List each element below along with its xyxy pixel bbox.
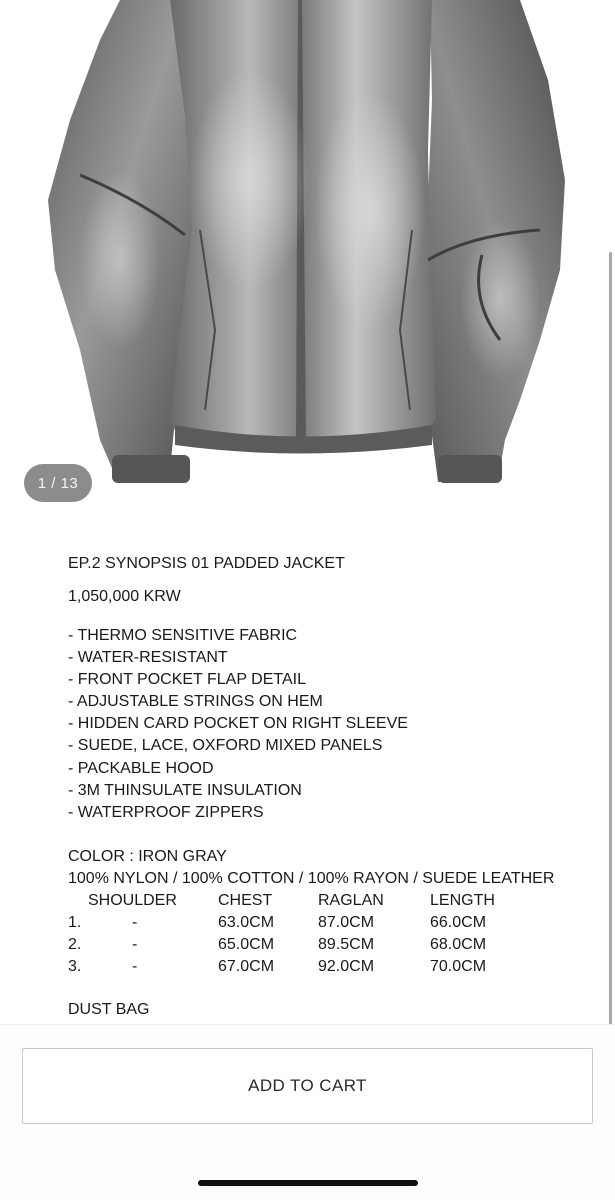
product-price: 1,050,000 KRW bbox=[68, 588, 181, 605]
header-chest: CHEST bbox=[218, 892, 273, 909]
product-image[interactable] bbox=[0, 0, 615, 520]
materials-info: 100% NYLON / 100% COTTON / 100% RAYON / SUEDE LEATHER bbox=[68, 870, 555, 887]
size-shoulder: - bbox=[132, 958, 138, 975]
feature-item: - WATER-RESISTANT bbox=[68, 649, 228, 667]
feature-list bbox=[68, 625, 408, 824]
size-table-header bbox=[68, 890, 528, 912]
scrollbar[interactable] bbox=[609, 252, 612, 1128]
size-number: 2. bbox=[68, 936, 82, 953]
size-number: 1. bbox=[68, 914, 82, 931]
size-shoulder: - bbox=[132, 914, 138, 931]
table-row bbox=[68, 956, 528, 978]
feature-item: - 3M THINSULATE INSULATION bbox=[68, 781, 302, 799]
size-table bbox=[68, 890, 528, 978]
size-raglan: 87.0CM bbox=[318, 914, 375, 931]
feature-item: - THERMO SENSITIVE FABRIC bbox=[68, 627, 298, 644]
header-raglan: RAGLAN bbox=[318, 892, 384, 909]
table-row bbox=[68, 912, 528, 934]
size-raglan: 89.5CM bbox=[318, 936, 375, 953]
color-info: COLOR : IRON GRAY bbox=[68, 848, 227, 865]
size-chest: 63.0CM bbox=[218, 914, 275, 931]
add-to-cart-button[interactable]: ADD TO CART bbox=[22, 1048, 593, 1124]
jacket-illustration bbox=[0, 0, 615, 520]
size-raglan: 92.0CM bbox=[318, 958, 375, 975]
feature-item: - HIDDEN CARD POCKET ON RIGHT SLEEVE bbox=[68, 715, 408, 733]
feature-item: - FRONT POCKET FLAP DETAIL bbox=[68, 671, 306, 689]
feature-item: - WATERPROOF ZIPPERS bbox=[68, 803, 264, 821]
product-title: EP.2 SYNOPSIS 01 PADDED JACKET bbox=[68, 555, 345, 572]
size-length: 66.0CM bbox=[430, 914, 487, 931]
dust-bag-note: DUST BAG bbox=[68, 1001, 150, 1018]
size-chest: 67.0CM bbox=[218, 958, 275, 975]
header-shoulder: SHOULDER bbox=[88, 892, 177, 909]
image-counter-badge: 1 / 13 bbox=[24, 464, 92, 502]
size-length: 70.0CM bbox=[430, 958, 487, 975]
feature-item: - PACKABLE HOOD bbox=[68, 759, 214, 777]
header-length: LENGTH bbox=[430, 892, 495, 909]
size-length: 68.0CM bbox=[430, 936, 487, 953]
size-number: 3. bbox=[68, 958, 82, 975]
feature-item: - ADJUSTABLE STRINGS ON HEM bbox=[68, 693, 323, 711]
size-chest: 65.0CM bbox=[218, 936, 275, 953]
size-shoulder: - bbox=[132, 936, 138, 953]
home-indicator[interactable] bbox=[198, 1180, 418, 1186]
spec-block bbox=[68, 846, 554, 890]
table-row bbox=[68, 934, 528, 956]
feature-item: - SUEDE, LACE, OXFORD MIXED PANELS bbox=[68, 737, 383, 755]
